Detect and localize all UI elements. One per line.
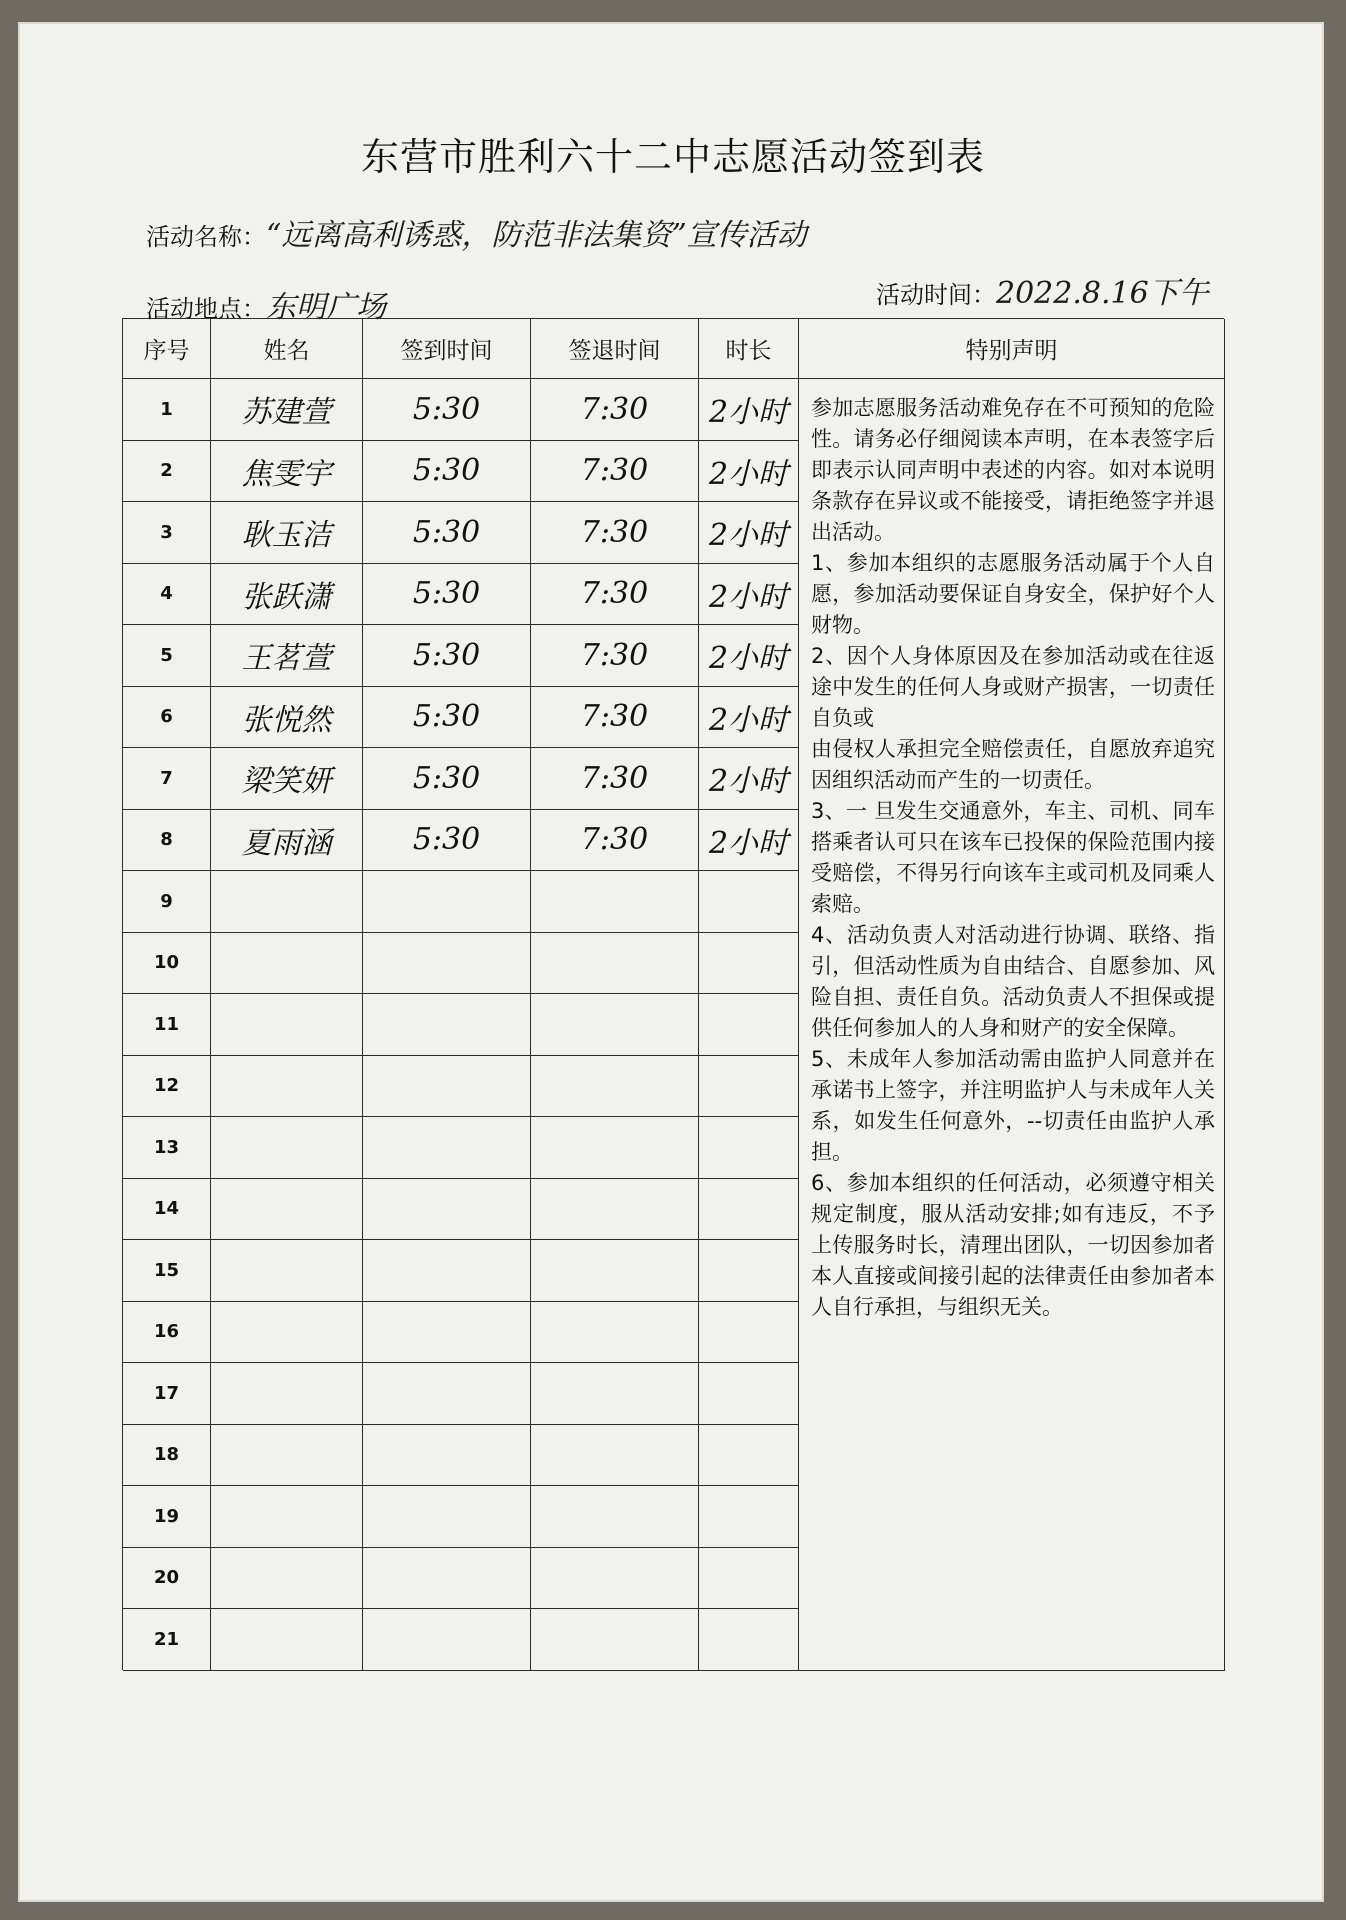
row-sign-in-time <box>363 1056 531 1118</box>
row-sign-out-time: 7:30 <box>531 379 699 441</box>
declaration-item-2-cont: 由侵权人承担完全赔偿责任，自愿放弃追究因组织活动而产生的一切责任。 <box>811 737 1215 792</box>
row-name <box>211 1609 363 1671</box>
row-duration <box>699 1425 799 1487</box>
row-sign-in-time: 5:30 <box>363 441 531 503</box>
row-name: 张跃潇 <box>211 564 363 626</box>
row-index: 13 <box>123 1117 211 1179</box>
row-index: 17 <box>123 1363 211 1425</box>
row-duration: 2小时 <box>699 625 799 687</box>
row-duration <box>699 1486 799 1548</box>
row-index: 4 <box>123 564 211 626</box>
row-sign-out-time <box>531 871 699 933</box>
row-index: 5 <box>123 625 211 687</box>
header-special-declaration: 特别声明 <box>799 319 1225 379</box>
row-duration <box>699 994 799 1056</box>
declaration-intro: 参加志愿服务活动难免存在不可预知的危险性。请务必仔细阅读本声明，在本表签字后即表示认同声明中表述的内容。如对本说明条款存在异议或不能接受，请拒绝签字并退出活动。 <box>811 396 1215 544</box>
row-name: 张悦然 <box>211 687 363 749</box>
row-sign-out-time <box>531 1240 699 1302</box>
row-name <box>211 994 363 1056</box>
row-index: 8 <box>123 810 211 872</box>
activity-name <box>146 210 807 254</box>
activity-place-value: 东明广场 <box>266 290 386 325</box>
row-sign-out-time <box>531 1117 699 1179</box>
activity-name-value: “远离高利诱惑，防范非法集资”宣传活动 <box>266 218 807 253</box>
row-index: 1 <box>123 379 211 441</box>
row-duration: 2小时 <box>699 441 799 503</box>
row-duration <box>699 1179 799 1241</box>
header-sign-in-time: 签到时间 <box>363 319 531 379</box>
declaration-item-5: 5、未成年人参加活动需由监护人同意并在承诺书上签字，并注明监护人与未成年人关系，如发生任何意外，--切责任由监护人承担。 <box>811 1047 1215 1164</box>
row-index: 7 <box>123 748 211 810</box>
row-sign-in-time <box>363 1240 531 1302</box>
row-name: 梁笑妍 <box>211 748 363 810</box>
row-name <box>211 1486 363 1548</box>
row-sign-in-time <box>363 1363 531 1425</box>
activity-time-label: 活动时间： <box>876 281 996 309</box>
row-name <box>211 1548 363 1610</box>
row-sign-out-time: 7:30 <box>531 564 699 626</box>
row-sign-in-time: 5:30 <box>363 564 531 626</box>
declaration-text <box>799 393 1225 1633</box>
declaration-item-4: 4、活动负责人对活动进行协调、联络、指引，但活动性质为自由结合、自愿参加、风险自担、责任自负。活动负责人不担保或提供任何参加人的人身和财产的安全保障。 <box>811 923 1215 1040</box>
row-name: 焦雯宇 <box>211 441 363 503</box>
row-name <box>211 1117 363 1179</box>
row-duration <box>699 1117 799 1179</box>
row-sign-in-time <box>363 1302 531 1364</box>
row-sign-in-time: 5:30 <box>363 687 531 749</box>
row-duration: 2小时 <box>699 502 799 564</box>
row-sign-in-time <box>363 1548 531 1610</box>
row-sign-out-time: 7:30 <box>531 502 699 564</box>
row-sign-in-time: 5:30 <box>363 810 531 872</box>
row-name <box>211 1179 363 1241</box>
row-sign-out-time <box>531 1179 699 1241</box>
row-sign-out-time <box>531 1548 699 1610</box>
sheet-title: 东营市胜利六十二中志愿活动签到表 <box>360 135 985 179</box>
header-sign-out-time: 签退时间 <box>531 319 699 379</box>
row-name <box>211 871 363 933</box>
row-name: 耿玉洁 <box>211 502 363 564</box>
row-duration <box>699 1363 799 1425</box>
row-sign-in-time <box>363 994 531 1056</box>
row-index: 3 <box>123 502 211 564</box>
row-index: 20 <box>123 1548 211 1610</box>
row-sign-in-time: 5:30 <box>363 625 531 687</box>
row-index: 9 <box>123 871 211 933</box>
row-duration <box>699 1548 799 1610</box>
row-name <box>211 1240 363 1302</box>
declaration-item-3: 3、一 旦发生交通意外，车主、司机、同车搭乘者认可只在该车已投保的保险范围内接受赔偿，不得另行向该车主或司机及同乘人索赔。 <box>811 799 1215 916</box>
row-index: 11 <box>123 994 211 1056</box>
row-index: 10 <box>123 933 211 995</box>
row-duration <box>699 1609 799 1671</box>
row-sign-out-time <box>531 933 699 995</box>
row-duration <box>699 933 799 995</box>
row-duration: 2小时 <box>699 810 799 872</box>
row-sign-in-time: 5:30 <box>363 379 531 441</box>
row-duration: 2小时 <box>699 564 799 626</box>
row-name: 王茗萱 <box>211 625 363 687</box>
row-sign-out-time: 7:30 <box>531 810 699 872</box>
row-index: 2 <box>123 441 211 503</box>
row-duration <box>699 1056 799 1118</box>
row-sign-out-time: 7:30 <box>531 625 699 687</box>
declaration-item-1: 1、参加本组织的志愿服务活动属于个人自愿，参加活动要保证自身安全，保护好个人财物。 <box>811 551 1215 637</box>
row-sign-out-time: 7:30 <box>531 441 699 503</box>
row-sign-out-time <box>531 1302 699 1364</box>
row-index: 15 <box>123 1240 211 1302</box>
row-sign-in-time <box>363 1117 531 1179</box>
row-name <box>211 933 363 995</box>
activity-time-value: 2022.8.16下午 <box>996 276 1209 311</box>
activity-name-label: 活动名称： <box>146 223 266 251</box>
row-sign-in-time <box>363 1425 531 1487</box>
row-sign-out-time: 7:30 <box>531 748 699 810</box>
declaration-item-2: 2、因个人身体原因及在参加活动或在往返途中发生的任何人身或财产损害，一切责任自负或 <box>811 644 1215 730</box>
row-duration <box>699 1240 799 1302</box>
row-sign-out-time: 7:30 <box>531 687 699 749</box>
row-duration: 2小时 <box>699 748 799 810</box>
header-duration: 时长 <box>699 319 799 379</box>
row-duration <box>699 1302 799 1364</box>
declaration-item-6: 6、参加本组织的任何活动，必须遵守相关规定制度，服从活动安排;如有违反，不予上传服务时长，清理出团队，一切因参加者本人直接或间接引起的法律责任由参加者本人自行承担，与组织无关。 <box>811 1171 1215 1319</box>
header-name: 姓名 <box>211 319 363 379</box>
row-index: 12 <box>123 1056 211 1118</box>
row-name <box>211 1363 363 1425</box>
row-index: 14 <box>123 1179 211 1241</box>
row-sign-in-time <box>363 1486 531 1548</box>
row-duration: 2小时 <box>699 379 799 441</box>
row-sign-out-time <box>531 994 699 1056</box>
row-sign-out-time <box>531 1056 699 1118</box>
row-index: 6 <box>123 687 211 749</box>
row-index: 19 <box>123 1486 211 1548</box>
row-name: 苏建萱 <box>211 379 363 441</box>
row-sign-in-time <box>363 1179 531 1241</box>
row-sign-out-time <box>531 1363 699 1425</box>
row-sign-in-time: 5:30 <box>363 748 531 810</box>
header-index: 序号 <box>123 319 211 379</box>
activity-time <box>876 268 1209 312</box>
row-duration: 2小时 <box>699 687 799 749</box>
row-duration <box>699 871 799 933</box>
activity-place-label: 活动地点： <box>146 295 266 323</box>
row-sign-out-time <box>531 1486 699 1548</box>
row-sign-out-time <box>531 1425 699 1487</box>
sign-in-table <box>122 318 1224 1670</box>
row-index: 16 <box>123 1302 211 1364</box>
row-name: 夏雨涵 <box>211 810 363 872</box>
row-name <box>211 1302 363 1364</box>
row-sign-out-time <box>531 1609 699 1671</box>
row-index: 21 <box>123 1609 211 1671</box>
row-name <box>211 1425 363 1487</box>
row-name <box>211 1056 363 1118</box>
row-sign-in-time <box>363 871 531 933</box>
row-sign-in-time <box>363 933 531 995</box>
row-sign-in-time: 5:30 <box>363 502 531 564</box>
row-sign-in-time <box>363 1609 531 1671</box>
row-index: 18 <box>123 1425 211 1487</box>
